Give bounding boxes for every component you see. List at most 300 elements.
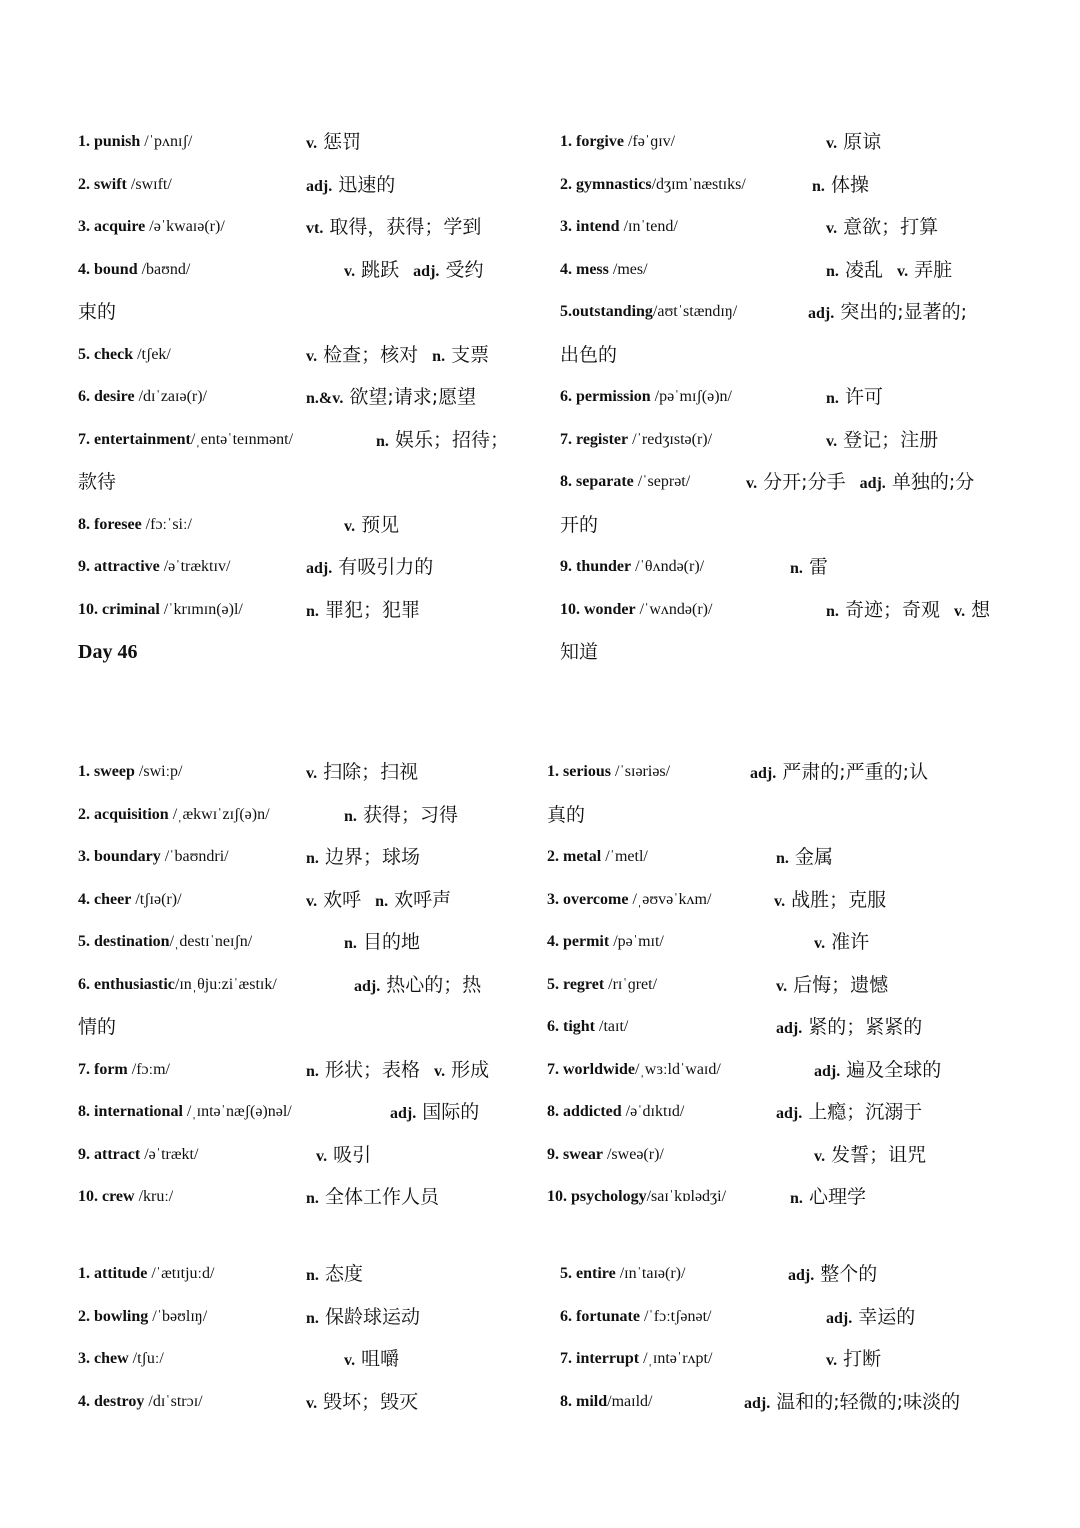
vocab-meaning: 热心的；热	[380, 973, 482, 996]
vocab-meaning: 分开;分手	[757, 471, 846, 493]
vocab-meaning: 整个的	[814, 1263, 878, 1285]
vocab-word: 10. wonder	[560, 600, 636, 618]
part-of-speech: v.	[306, 765, 318, 782]
vocab-entry	[78, 1143, 198, 1167]
vocab-entry	[78, 1185, 173, 1209]
vocab-phonetic: /pəˈmɪt/	[609, 933, 664, 950]
vocab-phonetic: /ˈredʒɪstə(r)/	[628, 430, 713, 448]
vocab-pos-secondary	[432, 343, 489, 369]
vocab-meaning-continued	[547, 803, 585, 829]
part-of-speech: v.	[776, 977, 788, 995]
vocab-word: 8. addicted	[547, 1103, 622, 1120]
vocab-entry	[560, 470, 690, 494]
part-of-speech-secondary: v.	[433, 1062, 446, 1080]
vocab-word: 6. tight	[547, 1018, 595, 1035]
part-of-speech: v.	[826, 1352, 838, 1369]
vocab-pos-secondary	[860, 470, 975, 496]
vocab-word: 7. register	[560, 430, 629, 448]
vocab-pos	[776, 1015, 922, 1041]
vocab-pos-secondary	[434, 1058, 489, 1084]
vocab-word: 4. permit	[547, 933, 610, 950]
vocab-word: 4. cheer	[78, 890, 132, 908]
part-of-speech: adj.	[744, 1394, 771, 1412]
part-of-speech: n.	[344, 935, 357, 952]
vocab-meaning-wrap: 知道	[560, 641, 599, 663]
vocab-meaning: 跳跃	[355, 258, 400, 281]
vocab-meaning: 紧的；紧紧的	[802, 1016, 923, 1038]
vocab-pos	[750, 760, 928, 786]
vocab-meaning: 扫除；扫视	[317, 761, 419, 783]
vocab-entry	[547, 845, 648, 869]
vocab-meaning-continued	[78, 470, 116, 496]
vocab-word: 2. metal	[547, 848, 602, 865]
vocab-pos	[344, 803, 458, 829]
vocab-word: 9. attractive	[78, 558, 160, 575]
part-of-speech: adj.	[776, 1020, 803, 1037]
vocab-entry	[78, 513, 192, 537]
vocab-meaning-secondary: 单独的;分	[885, 471, 975, 493]
vocab-phonetic: /dɪˈzaɪə(r)/	[134, 388, 207, 405]
vocab-entry	[78, 803, 270, 827]
vocab-phonetic: /rɪˈɡret/	[604, 975, 658, 993]
vocab-phonetic: /ˈmetl/	[601, 848, 648, 865]
vocab-meaning: 获得；习得	[356, 803, 458, 826]
vocab-phonetic: /swɪft/	[126, 175, 172, 193]
part-of-speech: v.	[306, 135, 318, 152]
vocab-word: 6. fortunate	[560, 1307, 640, 1325]
vocab-meaning: 国际的	[416, 1101, 480, 1123]
vocab-phonetic: /fəˈɡɪv/	[623, 133, 676, 150]
vocab-phonetic: /swiːp/	[134, 763, 183, 780]
vocab-meaning: 边界；球场	[318, 846, 420, 868]
vocab-phonetic: /ˈkrɪmɪn(ə)l/	[159, 600, 243, 618]
vocab-phonetic: /ɪnˌθjuːziˈæstɪk/	[174, 975, 277, 993]
vocab-word: 7. entertainment	[78, 430, 191, 448]
vocab-word: 3. intend	[560, 218, 620, 235]
vocab-entry	[547, 1058, 721, 1082]
vocab-pos	[826, 215, 938, 241]
vocab-meaning-wrap: 款待	[78, 471, 117, 493]
vocab-meaning-secondary: 弄脏	[908, 258, 953, 281]
part-of-speech: adj.	[826, 1309, 853, 1327]
vocab-meaning: 温和的;轻微的;味淡的	[770, 1390, 961, 1413]
vocab-pos	[814, 930, 869, 956]
vocab-phonetic: /ˈθʌndə(r)/	[631, 558, 705, 575]
part-of-speech: v.	[826, 135, 838, 152]
vocab-phonetic: /ˈseprət/	[633, 473, 691, 490]
vocab-pos	[306, 1305, 420, 1331]
vocab-meaning: 有吸引力的	[332, 556, 434, 578]
vocab-word: 3. acquire	[78, 218, 146, 235]
part-of-speech: v.	[316, 1147, 328, 1165]
vocab-phonetic: /tʃek/	[133, 345, 171, 363]
vocab-pos	[306, 173, 395, 199]
vocab-meaning: 态度	[318, 1263, 363, 1285]
vocab-meaning-wrap: 出色的	[560, 343, 618, 366]
vocab-meaning-continued	[560, 513, 598, 539]
vocab-pos	[344, 930, 420, 956]
vocab-phonetic: /kruː/	[134, 1188, 174, 1205]
vocab-meaning: 战胜；克服	[785, 888, 887, 911]
vocab-word: 9. attract	[78, 1145, 141, 1163]
vocab-pos	[776, 973, 888, 999]
vocab-word: 2. acquisition	[78, 805, 169, 823]
vocab-meaning: 上瘾；沉溺于	[802, 1101, 923, 1123]
vocab-phonetic: /ˈpʌnɪʃ/	[140, 133, 193, 150]
vocab-pos	[306, 343, 418, 369]
vocab-pos	[826, 1305, 915, 1331]
vocab-entry	[78, 428, 293, 452]
vocab-entry	[78, 1390, 203, 1414]
vocab-pos	[814, 1058, 941, 1084]
part-of-speech: adj.	[808, 305, 835, 322]
vocab-meaning: 严肃的;严重的;认	[776, 761, 929, 783]
vocab-meaning: 毁坏；毁灭	[317, 1390, 419, 1413]
vocab-word: 7. form	[78, 1060, 128, 1078]
vocab-entry	[547, 1143, 664, 1167]
vocab-phonetic: /ˌəʊvəˈkʌm/	[628, 890, 712, 908]
vocab-word: 5. entire	[560, 1265, 616, 1282]
vocab-word: 10. psychology	[547, 1188, 647, 1205]
day-label: Day 46	[78, 641, 138, 663]
vocab-meaning: 娱乐；招待；	[388, 428, 509, 451]
vocab-pos	[344, 1347, 399, 1373]
vocab-entry	[78, 385, 207, 409]
vocab-meaning-secondary: 想	[965, 598, 991, 621]
part-of-speech: v.	[746, 475, 758, 492]
vocab-meaning: 后悔；遗憾	[787, 973, 889, 996]
vocab-entry	[560, 1390, 652, 1414]
vocab-phonetic: /ˌwɜːldˈwaɪd/	[635, 1060, 721, 1078]
vocab-meaning: 迅速的	[332, 173, 396, 196]
vocab-pos	[390, 1100, 479, 1126]
part-of-speech: n.	[812, 177, 825, 195]
vocab-meaning: 遍及全球的	[840, 1058, 942, 1081]
part-of-speech: v.	[306, 347, 318, 365]
part-of-speech: adj.	[306, 177, 333, 195]
vocab-word: 1. punish	[78, 133, 141, 150]
vocab-pos	[776, 845, 833, 871]
part-of-speech: n.	[376, 432, 389, 450]
vocab-word: 9. swear	[547, 1145, 603, 1163]
vocab-pos	[344, 258, 399, 284]
vocab-pos	[306, 845, 420, 871]
vocab-phonetic: /ɪnˈtend/	[619, 218, 678, 235]
vocab-meaning: 准许	[825, 931, 870, 953]
vocab-meaning-continued	[78, 300, 116, 326]
vocab-entry	[78, 555, 230, 579]
vocab-word: 1. forgive	[560, 133, 624, 150]
vocab-meaning: 雷	[802, 556, 828, 578]
part-of-speech: n.	[306, 1062, 319, 1080]
vocab-word: 5. check	[78, 345, 134, 363]
vocab-phonetic: /aʊtˈstændɪŋ/	[652, 303, 738, 320]
part-of-speech: v.	[344, 517, 356, 535]
vocab-entry	[560, 598, 712, 622]
vocab-entry	[78, 1262, 214, 1286]
vocab-pos	[344, 513, 399, 539]
vocab-word: 6. desire	[78, 388, 135, 405]
vocab-pos	[826, 385, 883, 411]
vocab-pos	[774, 888, 886, 914]
vocab-pos	[790, 1185, 866, 1211]
vocab-pos	[826, 1347, 881, 1373]
vocab-meaning-secondary: 欢呼声	[388, 888, 452, 911]
vocab-word: 9. thunder	[560, 558, 632, 575]
vocab-meaning-wrap: 开的	[560, 513, 599, 536]
vocab-pos	[306, 760, 418, 786]
vocab-pos-secondary	[954, 598, 990, 624]
vocab-pos	[306, 215, 481, 241]
part-of-speech: n.	[826, 262, 839, 280]
part-of-speech: adj.	[306, 560, 333, 577]
vocab-entry	[78, 760, 182, 784]
vocab-pos-secondary	[375, 888, 451, 914]
part-of-speech: vt.	[306, 220, 324, 237]
vocab-word: 4. destroy	[78, 1392, 145, 1410]
vocab-word: 8. separate	[560, 473, 634, 490]
vocab-word: 1. sweep	[78, 763, 135, 780]
vocab-phonetic: /dɪˈstrɔɪ/	[144, 1392, 203, 1410]
vocab-entry	[560, 1262, 685, 1286]
part-of-speech: adj.	[354, 977, 381, 995]
vocab-phonetic: /ˌentəˈteɪnmənt/	[190, 430, 294, 448]
vocab-pos	[376, 428, 509, 454]
vocab-word: 3. chew	[78, 1350, 129, 1367]
vocab-word: 10. criminal	[78, 600, 160, 618]
vocab-meaning: 体操	[824, 173, 869, 196]
vocab-word: 5. destination	[78, 933, 170, 950]
part-of-speech: n.	[306, 1309, 319, 1327]
part-of-speech-secondary: v.	[953, 602, 966, 620]
vocab-pos	[306, 1390, 418, 1416]
vocab-pos	[746, 470, 846, 496]
vocab-word: 6. permission	[560, 388, 651, 405]
vocab-entry	[560, 1305, 712, 1329]
vocab-meaning: 打断	[837, 1348, 882, 1370]
vocab-phonetic: /tʃɪə(r)/	[131, 890, 182, 908]
vocab-pos	[808, 300, 967, 326]
vocab-phonetic: /maɪld/	[607, 1392, 653, 1410]
vocab-pos	[306, 385, 476, 411]
vocab-entry	[78, 1305, 207, 1329]
part-of-speech: n.&v.	[306, 390, 344, 407]
vocab-entry	[78, 598, 243, 622]
vocab-phonetic: /fɔːm/	[127, 1060, 170, 1078]
vocab-phonetic: /saɪˈkɒlədʒi/	[646, 1188, 727, 1205]
vocab-phonetic: /dʒɪmˈnæstɪks/	[651, 175, 746, 193]
vocab-entry	[560, 258, 648, 282]
vocab-entry	[547, 973, 657, 997]
vocab-meaning: 预见	[355, 513, 400, 536]
vocab-entry	[547, 1015, 628, 1039]
part-of-speech: adj.	[776, 1105, 803, 1122]
vocab-pos	[814, 1143, 926, 1169]
part-of-speech: n.	[306, 850, 319, 867]
part-of-speech: n.	[826, 602, 839, 620]
vocab-entry	[547, 1185, 726, 1209]
part-of-speech: n.	[306, 1267, 319, 1284]
part-of-speech: n.	[790, 560, 803, 577]
vocab-meaning-continued	[560, 343, 617, 369]
vocab-entry	[560, 130, 675, 154]
part-of-speech-secondary: v.	[896, 262, 909, 280]
vocab-meaning: 欲望;请求;愿望	[343, 386, 477, 408]
vocab-word: 4. mess	[560, 260, 609, 278]
vocab-meaning: 检查；核对	[317, 343, 419, 366]
vocab-meaning: 幸运的	[852, 1305, 916, 1328]
vocab-pos	[826, 130, 881, 156]
part-of-speech-secondary: n.	[375, 892, 389, 910]
vocab-pos	[306, 888, 361, 914]
part-of-speech: n.	[306, 602, 319, 620]
vocab-meaning-secondary: 受约	[439, 258, 484, 281]
vocab-meaning-continued	[560, 640, 598, 666]
vocab-meaning-continued	[78, 1015, 116, 1041]
vocab-entry	[78, 343, 171, 367]
vocab-entry	[78, 215, 225, 239]
vocab-meaning: 保龄球运动	[318, 1305, 420, 1328]
vocab-pos	[306, 598, 420, 624]
vocab-pos	[788, 1262, 877, 1288]
vocab-entry	[560, 1347, 712, 1371]
vocab-phonetic: /ˈsɪəriəs/	[611, 763, 671, 780]
vocab-word: 7. interrupt	[560, 1350, 640, 1367]
part-of-speech: adj.	[788, 1267, 815, 1284]
vocab-pos	[826, 428, 938, 454]
vocab-pos	[306, 1058, 420, 1084]
vocab-meaning-wrap: 情的	[78, 1016, 117, 1038]
vocab-pos-secondary	[413, 258, 483, 284]
vocab-phonetic: /əˈtrækt/	[140, 1145, 199, 1163]
vocab-phonetic: /ˈfɔːtʃənət/	[639, 1307, 712, 1325]
vocab-meaning: 欢呼	[317, 888, 362, 911]
vocab-word: 4. bound	[78, 260, 138, 278]
vocab-entry	[560, 173, 746, 197]
vocab-meaning: 发誓；诅咒	[825, 1143, 927, 1166]
vocab-entry	[547, 1100, 684, 1124]
vocab-pos	[316, 1143, 371, 1169]
part-of-speech-secondary: n.	[432, 347, 446, 365]
vocab-meaning: 全体工作人员	[318, 1186, 439, 1208]
vocab-phonetic: /fɔːˈsiː/	[141, 515, 192, 533]
vocab-meaning: 金属	[788, 846, 833, 868]
part-of-speech: v.	[306, 892, 318, 910]
vocab-meaning: 心理学	[802, 1186, 866, 1208]
vocab-pos	[306, 555, 433, 581]
vocab-word: 1. attitude	[78, 1265, 148, 1282]
part-of-speech: v.	[826, 220, 838, 237]
vocab-meaning: 目的地	[356, 931, 420, 953]
vocab-phonetic: /ˈbəʊlɪŋ/	[148, 1307, 208, 1325]
vocab-entry	[78, 1100, 292, 1124]
vocab-phonetic: /tʃuː/	[128, 1350, 164, 1367]
vocab-pos	[306, 1185, 439, 1211]
vocab-phonetic: /əˈtræktɪv/	[159, 558, 231, 575]
vocab-phonetic: /əˈkwaɪə(r)/	[145, 218, 225, 235]
vocab-meaning-wrap: 束的	[78, 301, 117, 323]
vocab-entry	[78, 1058, 170, 1082]
vocab-pos-secondary	[897, 258, 952, 284]
part-of-speech: v.	[774, 892, 786, 910]
vocab-entry	[560, 215, 678, 239]
vocab-pos	[776, 1100, 922, 1126]
vocab-entry	[560, 385, 732, 409]
part-of-speech: n.	[776, 850, 789, 867]
vocab-meaning: 原谅	[837, 131, 882, 153]
vocab-phonetic: /taɪt/	[595, 1018, 629, 1035]
vocab-meaning: 惩罚	[317, 131, 362, 153]
part-of-speech: v.	[344, 262, 356, 280]
vocab-pos	[306, 130, 361, 156]
vocab-word: 2. gymnastics	[560, 175, 652, 193]
vocab-word: 6. enthusiastic	[78, 975, 175, 993]
part-of-speech: v.	[826, 432, 838, 450]
vocab-word: 8. mild	[560, 1392, 608, 1410]
vocab-pos	[790, 555, 828, 581]
vocab-phonetic: /mes/	[608, 260, 648, 278]
vocab-meaning: 突出的;显著的;	[834, 301, 968, 323]
vocab-word: 2. bowling	[78, 1307, 149, 1325]
vocab-entry	[78, 845, 229, 869]
part-of-speech: n.	[790, 1190, 803, 1207]
vocab-meaning: 凌乱	[838, 258, 883, 281]
vocab-phonetic: /ˌdestɪˈneɪʃn/	[169, 933, 253, 950]
vocab-meaning: 咀嚼	[355, 1348, 400, 1370]
vocab-meaning: 吸引	[327, 1143, 372, 1166]
part-of-speech-secondary: adj.	[413, 262, 440, 280]
vocab-meaning: 形状；表格	[318, 1058, 420, 1081]
vocab-entry	[547, 760, 670, 784]
vocab-meaning: 罪犯；犯罪	[318, 598, 420, 621]
vocab-pos	[826, 258, 883, 284]
vocab-phonetic: /pəˈmɪʃ(ə)n/	[650, 388, 732, 405]
vocab-entry	[78, 930, 252, 954]
part-of-speech: v.	[814, 935, 826, 952]
vocab-entry	[547, 930, 664, 954]
vocab-entry	[560, 555, 704, 579]
part-of-speech: v.	[344, 1352, 356, 1369]
vocab-pos	[812, 173, 869, 199]
vocab-word: 3. overcome	[547, 890, 629, 908]
part-of-speech: v.	[814, 1147, 826, 1165]
vocab-entry	[78, 888, 182, 912]
vocab-phonetic: /baʊnd/	[137, 260, 191, 278]
vocab-word: 1. serious	[547, 763, 611, 780]
vocab-phonetic: /ˈwʌndə(r)/	[635, 600, 713, 618]
part-of-speech: n.	[344, 807, 357, 825]
part-of-speech: adj.	[814, 1062, 841, 1080]
vocab-word: 3. boundary	[78, 848, 161, 865]
vocab-pos	[354, 973, 481, 999]
vocab-phonetic: /ˌækwɪˈzɪʃ(ə)n/	[168, 805, 270, 823]
vocab-meaning-wrap: 真的	[547, 803, 586, 826]
vocab-meaning: 奇迹；奇观	[838, 598, 940, 621]
vocab-word: 10. crew	[78, 1188, 135, 1205]
vocab-phonetic: /ˈbaʊndri/	[160, 848, 229, 865]
vocab-phonetic: /ˌɪntəˈnæʃ(ə)nəl/	[182, 1103, 292, 1120]
vocab-word: 7. worldwide	[547, 1060, 635, 1078]
vocab-word: 8. international	[78, 1103, 183, 1120]
vocab-phonetic: /əˈdɪktɪd/	[621, 1103, 685, 1120]
vocab-pos	[306, 1262, 363, 1288]
vocab-pos	[826, 598, 940, 624]
vocab-word: 2. swift	[78, 175, 127, 193]
vocab-meaning: 取得，获得；学到	[323, 216, 482, 238]
part-of-speech: n.	[826, 390, 839, 407]
vocab-word: 5.outstanding	[560, 303, 653, 320]
part-of-speech: v.	[306, 1394, 318, 1412]
